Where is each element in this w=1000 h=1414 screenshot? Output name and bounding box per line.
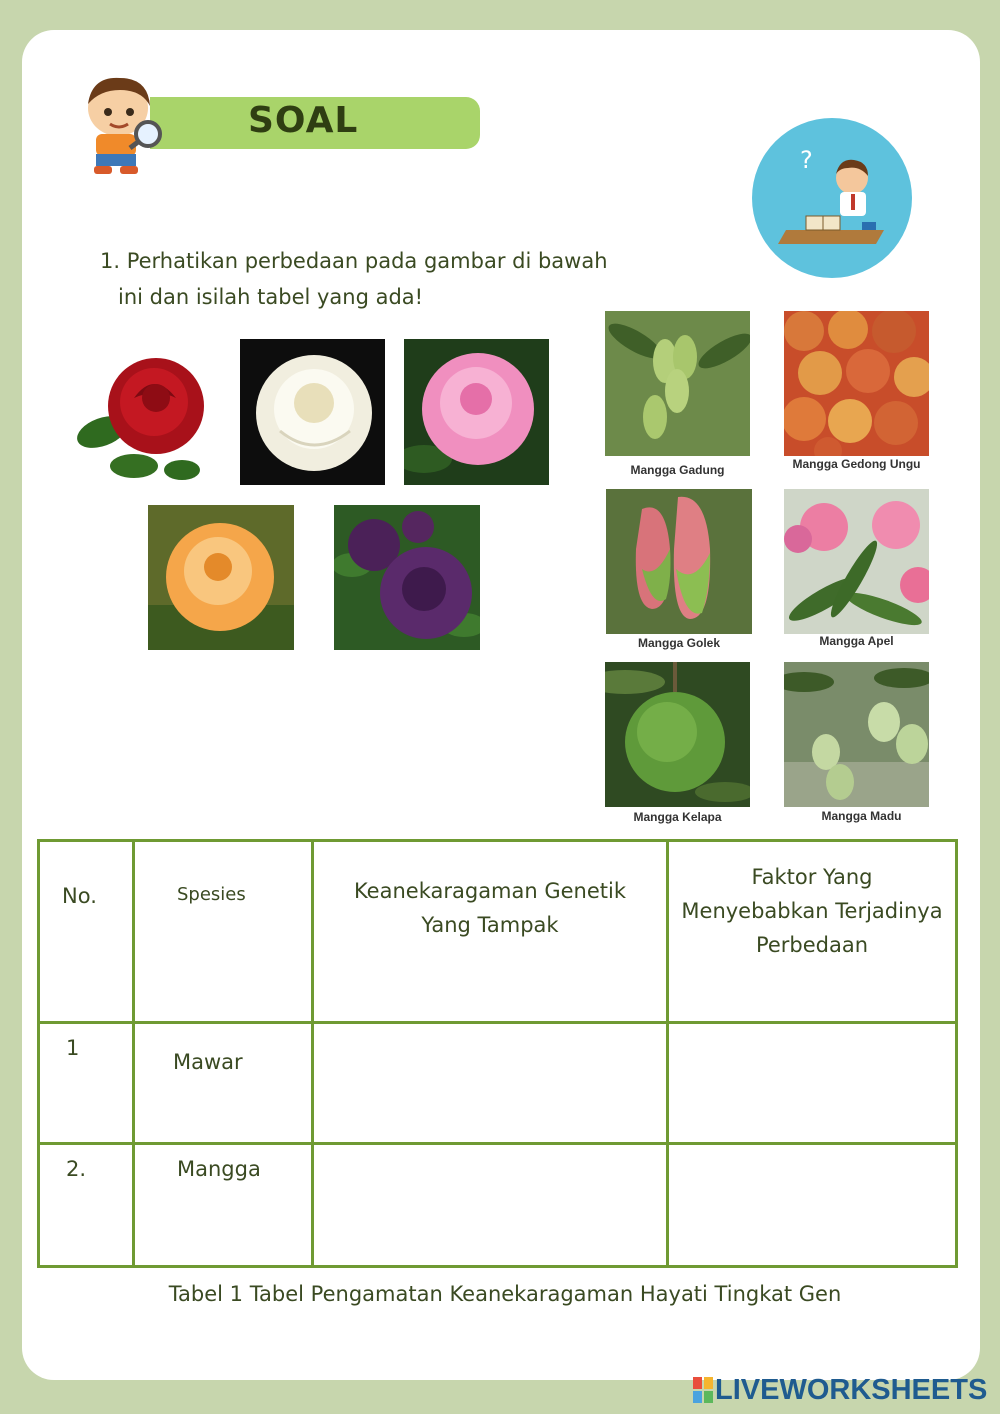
rose-white-photo (240, 339, 385, 485)
row-genetic-cell[interactable] (313, 1144, 668, 1267)
row-species-cell (134, 1023, 313, 1144)
question-text (100, 243, 608, 315)
row-species: Mawar (173, 1050, 243, 1074)
table-header-row (39, 841, 957, 1023)
question-line-2: ini dan isilah tabel yang ada! (118, 285, 424, 309)
brand-name: LIVEWORKSHEETS (715, 1373, 988, 1406)
mango-caption: Mangga Kelapa (633, 810, 722, 824)
question-line-1: 1. Perhatikan perbedaan pada gambar di bawah (100, 249, 608, 273)
mango-apel-photo (784, 489, 929, 634)
mango-caption: Mangga Golek (637, 636, 720, 650)
header-factor-cell (668, 841, 957, 1023)
row-no-cell (39, 1023, 134, 1144)
mango-caption: Mangga Madu (821, 809, 902, 823)
observation-table (37, 839, 958, 1268)
mango-kelapa-photo (605, 662, 750, 807)
row-no: 1 (66, 1036, 80, 1060)
svg-text:?: ? (800, 146, 813, 174)
kid-magnifier-illustration (72, 68, 168, 178)
header-no: No. (62, 884, 97, 908)
mango-golek-photo (606, 489, 752, 634)
mango-caption: Mangga Apel (819, 634, 894, 648)
mango-caption: Mangga Gedong Ungu (792, 457, 921, 471)
mango-gedong-ungu-photo (784, 311, 929, 456)
row-factor-cell[interactable] (668, 1023, 957, 1144)
liveworksheets-brand[interactable] (693, 1374, 987, 1406)
table-caption: Tabel 1 Tabel Pengamatan Keanekaragaman Hayati Tingkat Gen (168, 1282, 842, 1306)
rose-pink-photo (404, 339, 549, 485)
row-no: 2. (66, 1157, 87, 1181)
mango-gadung-photo (605, 311, 750, 456)
page-title: SOAL (248, 100, 359, 141)
rose-purple-photo (334, 505, 480, 650)
header-no-cell (39, 841, 134, 1023)
mango-caption: Mangga Gadung (630, 463, 725, 477)
header-species-cell (134, 841, 313, 1023)
rose-red-photo (72, 340, 222, 486)
header-species: Spesies (177, 884, 246, 905)
mango-madu-photo (784, 662, 929, 807)
liveworksheets-logo-icon (693, 1377, 713, 1403)
row-no-cell (39, 1144, 134, 1267)
header-genetic-cell (313, 841, 668, 1023)
row-species: Mangga (177, 1157, 261, 1181)
table-row (39, 1023, 957, 1144)
row-factor-cell[interactable] (668, 1144, 957, 1267)
table-row (39, 1144, 957, 1267)
header-genetic: Keanekaragaman Genetik Yang Tampak (353, 879, 627, 937)
rose-orange-photo (148, 505, 294, 650)
row-species-cell (134, 1144, 313, 1267)
row-genetic-cell[interactable] (313, 1023, 668, 1144)
header-factor: Faktor Yang Menyebabkan Terjadinya Perbedaan (681, 865, 943, 957)
thinking-student-illustration (752, 118, 912, 278)
